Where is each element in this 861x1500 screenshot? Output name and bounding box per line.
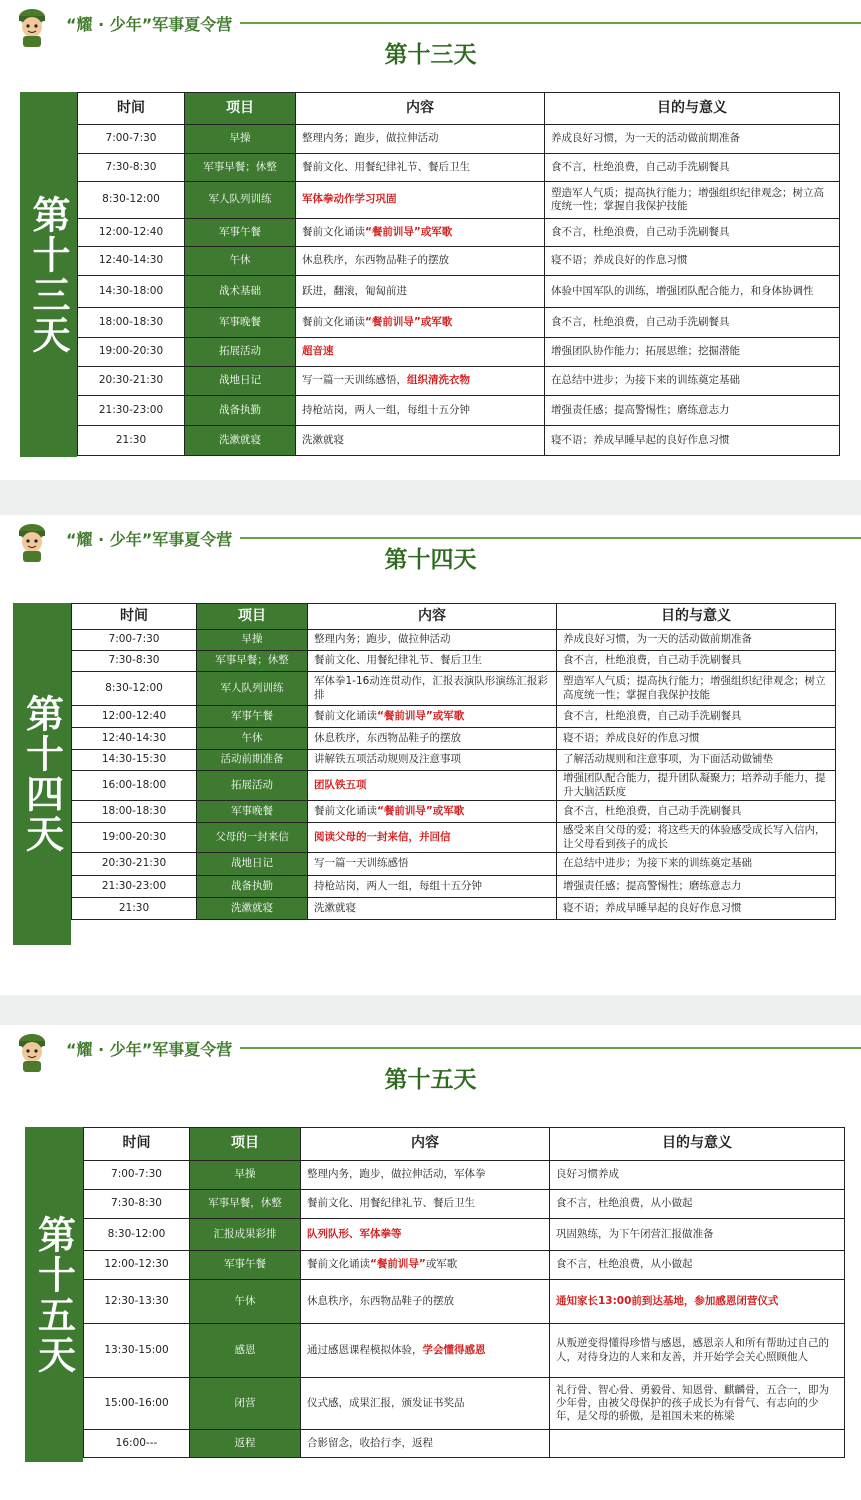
purpose-text: 寝不语；养成早睡早起的良好作息习惯 [563,901,742,914]
cell-time: 20:30-21:30 [78,367,185,396]
cell-time: 12:30-13:30 [84,1280,190,1324]
cell-purpose [545,154,840,182]
purpose-text: 食不言，杜绝浪费，从小做起 [556,1258,693,1271]
cell-content [301,1219,550,1251]
header-content: 内容 [301,1128,550,1161]
cell-purpose [545,426,840,456]
cell-content [308,651,557,672]
table-row [78,338,840,367]
cell-content [296,247,545,276]
content-text: 整理内务，跑步，做拉伸活动，军体拳 [307,1168,486,1181]
content-text: 餐前文化诵读 [302,225,365,238]
cell-time: 12:00-12:30 [84,1251,190,1280]
content-text: 整理内务；跑步，做拉伸活动 [302,132,439,145]
table-row [84,1378,845,1430]
divider [240,22,861,24]
cell-purpose [545,308,840,338]
purpose-text: 通知家长13:00前到达基地，参加感恩闭营仪式 [556,1294,779,1307]
content-text: 阅读父母的一封来信，并回信 [314,830,451,843]
cell-purpose [545,276,840,308]
table-row [78,154,840,182]
day-title: 第十三天 [384,42,477,68]
table-row [72,728,836,750]
day-card [0,0,861,480]
content-text: 合影留念，收拾行李，返程 [307,1436,433,1449]
cell-project: 返程 [190,1430,301,1458]
purpose-text: 食不言，杜绝浪费，自己动手洗刷餐具 [551,315,730,328]
cell-purpose [557,823,836,853]
table-row [72,823,836,853]
cell-project: 军事午餐 [190,1251,301,1280]
purpose-text: 食不言，杜绝浪费，自己动手洗刷餐具 [563,709,742,722]
day-card [0,1025,861,1500]
cell-time: 14:30-18:00 [78,276,185,308]
cell-content [301,1190,550,1219]
cell-project: 战术基础 [185,276,296,308]
purpose-text: 食不言，杜绝浪费，从小做起 [556,1197,693,1210]
content-text: “餐前训导”或军歌 [377,709,465,722]
schedule-table [71,603,836,920]
content-text: 餐前文化、用餐纪律礼节、餐后卫生 [307,1197,475,1210]
cell-time: 12:40-14:30 [72,728,197,750]
cell-project: 军事早餐；休整 [185,154,296,182]
table-row [78,396,840,426]
cell-project: 军事晚餐 [185,308,296,338]
content-text: 餐前文化诵读 [307,1258,370,1271]
table-row [84,1161,845,1190]
table-row [78,247,840,276]
cell-content [296,125,545,154]
content-text: 或军歌 [425,1258,458,1271]
purpose-text: 增强责任感；提高警惕性；磨练意志力 [551,403,730,416]
schedule-table [77,92,840,456]
table-row [84,1430,845,1458]
table-row [72,876,836,898]
cell-project: 汇报成果彩排 [190,1219,301,1251]
cell-purpose [557,876,836,898]
table-row [72,771,836,801]
table-row [78,276,840,308]
cell-content [296,276,545,308]
cell-content [308,706,557,728]
content-text: 餐前文化、用餐纪律礼节、餐后卫生 [302,160,470,173]
cell-time: 14:30-15:30 [72,750,197,771]
table-row [84,1190,845,1219]
cell-time: 7:30-8:30 [72,651,197,672]
table-row [84,1219,845,1251]
cell-content [296,154,545,182]
cell-purpose [550,1430,845,1458]
content-text: 写一篇一天训练感悟 [314,857,409,870]
cell-purpose [557,853,836,876]
cell-content [301,1161,550,1190]
table-row [72,750,836,771]
header-time: 时间 [84,1128,190,1161]
purpose-text: 在总结中进步；为接下来的训练奠定基础 [563,857,752,870]
cell-content [308,771,557,801]
content-text: 超音速 [302,345,334,358]
cell-content [301,1280,550,1324]
cell-time: 7:00-7:30 [72,630,197,651]
cell-content [296,367,545,396]
header-project: 项目 [185,93,296,125]
header-time: 时间 [72,604,197,630]
content-text: 休息秩序，东西物品鞋子的摆放 [307,1294,454,1307]
cell-time: 7:30-8:30 [84,1190,190,1219]
content-text: 餐前文化诵读 [302,315,365,328]
day-side-label: 第十三天 [20,92,77,457]
cell-time: 21:30 [72,898,197,920]
content-text: 持枪站岗，两人一组，每组十五分钟 [314,879,482,892]
cell-project: 军事早餐；休整 [197,651,308,672]
cell-content [296,426,545,456]
cell-purpose [545,396,840,426]
cell-project: 早操 [185,125,296,154]
content-text: 军体拳动作学习巩固 [302,193,397,206]
header-content: 内容 [308,604,557,630]
header-purpose: 目的与意义 [550,1128,845,1161]
cell-time: 12:00-12:40 [78,219,185,247]
content-text: 休息秩序，东西物品鞋子的摆放 [314,731,461,744]
cell-content [308,823,557,853]
brand-title: “耀 · 少年”军事夏令营 [66,1040,233,1059]
cell-time: 21:30-23:00 [72,876,197,898]
cell-time: 12:00-12:40 [72,706,197,728]
content-text: 餐前文化诵读 [314,804,377,817]
cell-time: 7:30-8:30 [78,154,185,182]
table-row [72,853,836,876]
cell-time: 21:30 [78,426,185,456]
table-row [84,1324,845,1378]
cell-content [296,396,545,426]
table-row [72,672,836,706]
cell-purpose [550,1378,845,1430]
content-text: “餐前训导”或军歌 [365,225,453,238]
content-text: 写一篇一天训练感悟， [302,374,407,387]
content-text: 仪式感，成果汇报，颁发证书奖品 [307,1396,465,1409]
cell-time: 8:30-12:00 [78,182,185,219]
purpose-text: 食不言，杜绝浪费，自己动手洗刷餐具 [563,654,742,667]
cell-project: 军事晚餐 [197,801,308,823]
content-text: 团队铁五项 [314,778,367,791]
brand-title: “耀 · 少年”军事夏令营 [66,15,233,34]
cell-content [308,876,557,898]
content-text: 餐前文化、用餐纪律礼节、餐后卫生 [314,654,482,667]
cell-purpose [550,1190,845,1219]
cell-content [308,801,557,823]
cell-purpose [557,750,836,771]
table-row [72,898,836,920]
cell-time: 12:40-14:30 [78,247,185,276]
table-row [78,367,840,396]
cell-content [308,898,557,920]
cell-project: 活动前期准备 [197,750,308,771]
cell-time: 19:00-20:30 [72,823,197,853]
purpose-text: 良好习惯养成 [556,1168,619,1181]
header-purpose: 目的与意义 [545,93,840,125]
cell-project: 感恩 [190,1324,301,1378]
cell-project: 早操 [197,630,308,651]
purpose-text: 巩固熟练，为下午闭营汇报做准备 [556,1227,714,1240]
cell-time: 16:00--- [84,1430,190,1458]
purpose-text: 养成良好习惯，为一天的活动做前期准备 [563,633,752,646]
cell-purpose [550,1219,845,1251]
purpose-text: 感受来自父母的爱；将这些天的体验感受成长写入信内，让父母看到孩子的成长 [563,824,826,850]
table-row [78,426,840,456]
content-text: 跃进，翻滚，匍匐前进 [302,284,407,297]
cell-project: 早操 [190,1161,301,1190]
cell-content [308,630,557,651]
cell-purpose [557,898,836,920]
purpose-text: 食不言，杜绝浪费，自己动手洗刷餐具 [551,160,730,173]
cell-content [296,219,545,247]
brand-title: “耀 · 少年”军事夏令营 [66,530,233,549]
cell-time: 8:30-12:00 [72,672,197,706]
purpose-text: 在总结中进步；为接下来的训练奠定基础 [551,374,740,387]
table-row [84,1251,845,1280]
cell-project: 父母的一封来信 [197,823,308,853]
cell-project: 午休 [185,247,296,276]
divider [240,1047,861,1049]
content-text: 军体拳1-16动连贯动作，汇报表演队形演练汇报彩排 [314,675,548,701]
cell-purpose [545,247,840,276]
table-row [72,801,836,823]
cell-content [301,1251,550,1280]
content-text: 洗漱就寝 [302,433,344,446]
purpose-text: 增强团队协作能力；拓展思维；挖掘潜能 [551,345,740,358]
header-time: 时间 [78,93,185,125]
cell-content [308,728,557,750]
cell-time: 7:00-7:30 [84,1161,190,1190]
purpose-text: 塑造军人气质；提高执行能力；增强组织纪律观念；树立高度统一性；掌握自我保护技能 [563,675,826,701]
cell-content [301,1430,550,1458]
cell-purpose [550,1280,845,1324]
cell-purpose [550,1324,845,1378]
day-title: 第十四天 [384,547,477,573]
day-card [0,515,861,995]
content-text: 餐前文化诵读 [314,709,377,722]
cell-time: 21:30-23:00 [78,396,185,426]
cell-content [301,1378,550,1430]
cell-project: 战地日记 [197,853,308,876]
content-text: 洗漱就寝 [314,901,356,914]
cell-project: 军人队列训练 [185,182,296,219]
purpose-text: 了解活动规则和注意事项，为下面活动做铺垫 [563,753,773,766]
purpose-text: 增强团队配合能力，提升团队凝聚力；培养动手能力，提升大脑活跃度 [563,772,826,798]
cell-project: 军事午餐 [197,706,308,728]
table-row [78,308,840,338]
cell-time: 13:30-15:00 [84,1324,190,1378]
cell-content [308,672,557,706]
table-row [78,219,840,247]
cell-purpose [545,367,840,396]
cell-time: 19:00-20:30 [78,338,185,367]
purpose-text: 从叛逆变得懂得珍惜与感恩，感恩亲人和所有帮助过自己的人，对待身边的人来和友善，并开始学会关心照顾他人 [556,1337,829,1363]
cell-time: 18:00-18:30 [78,308,185,338]
schedule-table [83,1127,845,1458]
purpose-text: 养成良好习惯，为一天的活动做前期准备 [551,132,740,145]
content-text: 持枪站岗，两人一组，每组十五分钟 [302,403,470,416]
header-project: 项目 [197,604,308,630]
cell-time: 7:00-7:30 [78,125,185,154]
cell-project: 战备执勤 [185,396,296,426]
cell-time: 15:00-16:00 [84,1378,190,1430]
purpose-text: 食不言，杜绝浪费，自己动手洗刷餐具 [563,804,742,817]
purpose-text: 寝不语；养成早睡早起的良好作息习惯 [551,433,730,446]
divider [240,537,861,539]
table-row [72,651,836,672]
header-content: 内容 [296,93,545,125]
cell-project: 闭营 [190,1378,301,1430]
cell-purpose [557,672,836,706]
cell-purpose [545,219,840,247]
cell-content [296,308,545,338]
header-project: 项目 [190,1128,301,1161]
purpose-text: 寝不语；养成良好的作息习惯 [563,731,700,744]
table-row [84,1280,845,1324]
day-side-label: 第十五天 [25,1127,83,1462]
cell-purpose [557,651,836,672]
cell-content [296,338,545,367]
content-text: 休息秩序，东西物品鞋子的摆放 [302,254,449,267]
cell-project: 军事早餐，休整 [190,1190,301,1219]
content-text: 通过感恩课程模拟体验， [307,1343,423,1356]
cell-purpose [557,728,836,750]
cell-purpose [557,630,836,651]
cell-purpose [557,801,836,823]
cell-content [301,1324,550,1378]
cell-content [308,750,557,771]
cell-purpose [545,182,840,219]
purpose-text: 体验中国军队的训练，增强团队配合能力，和身体协调性 [551,284,814,297]
cell-time: 20:30-21:30 [72,853,197,876]
content-text: 组织清洗衣物 [407,374,470,387]
content-text: 讲解铁五项活动规则及注意事项 [314,753,461,766]
cell-project: 军事午餐 [185,219,296,247]
content-text: 队列队形、军体拳等 [307,1227,402,1240]
purpose-text: 寝不语；养成良好的作息习惯 [551,254,688,267]
cell-project: 午休 [190,1280,301,1324]
purpose-text: 食不言，杜绝浪费，自己动手洗刷餐具 [551,225,730,238]
content-text: “餐前训导”或军歌 [365,315,453,328]
table-row [72,706,836,728]
content-text: “餐前训导”或军歌 [377,804,465,817]
day-title: 第十五天 [384,1067,477,1093]
cell-purpose [557,771,836,801]
purpose-text: 礼行骨、智心骨、勇毅骨、知恩骨、麒麟骨，五合一，即为少年骨，由被父母保护的孩子成长为有骨气、有志向的少年，是父母的骄傲，是祖国未来的栋梁 [556,1383,829,1423]
content-text: “餐前训导” [370,1258,426,1271]
cell-time: 18:00-18:30 [72,801,197,823]
cell-project: 洗漱就寝 [197,898,308,920]
cell-time: 16:00-18:00 [72,771,197,801]
cell-purpose [550,1161,845,1190]
cell-purpose [545,125,840,154]
cell-project: 洗漱就寝 [185,426,296,456]
cell-purpose [550,1251,845,1280]
table-row [78,125,840,154]
cell-project: 战备执勤 [197,876,308,898]
cell-purpose [545,338,840,367]
table-row [72,630,836,651]
cell-project: 战地日记 [185,367,296,396]
header-purpose: 目的与意义 [557,604,836,630]
purpose-text: 增强责任感；提高警惕性；磨练意志力 [563,879,742,892]
content-text: 学会懂得感恩 [422,1343,486,1356]
day-side-label: 第十四天 [13,603,71,945]
cell-purpose [557,706,836,728]
purpose-text: 塑造军人气质；提高执行能力；增强组织纪律观念；树立高度统一性；掌握自我保护技能 [551,186,824,212]
cell-project: 拓展活动 [197,771,308,801]
content-text: 整理内务；跑步，做拉伸活动 [314,633,451,646]
cell-project: 军人队列训练 [197,672,308,706]
cell-project: 午休 [197,728,308,750]
cell-content [308,853,557,876]
cell-content [296,182,545,219]
cell-time: 8:30-12:00 [84,1219,190,1251]
cell-project: 拓展活动 [185,338,296,367]
table-row [78,182,840,219]
